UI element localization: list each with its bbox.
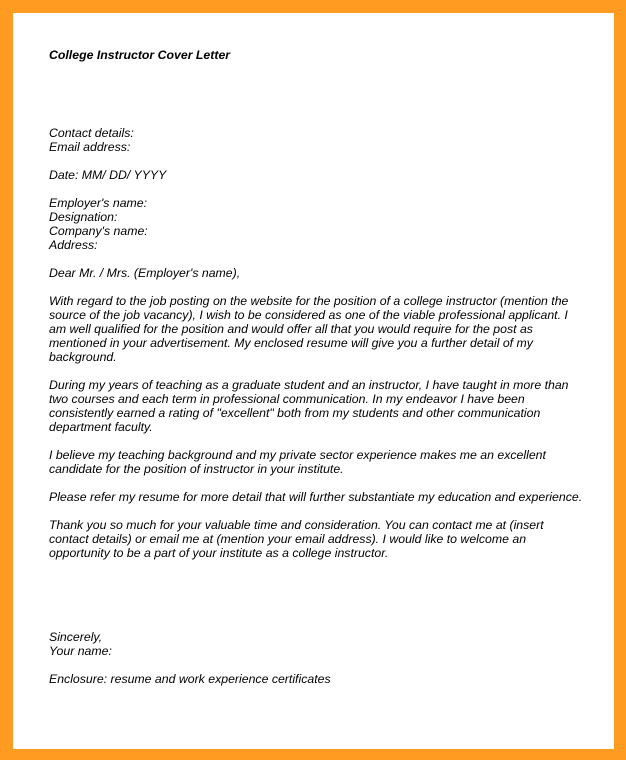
enclosure-line: Enclosure: resume and work experience certificates [49,672,331,686]
paragraph-1 [49,294,589,364]
paragraph-4 [49,490,589,504]
paragraph-line: I believe my teaching background and my private sector experience makes me an excellent [49,448,546,462]
designation-label: Designation: [49,210,118,224]
address-label: Address: [49,238,98,252]
email-address-label: Email address: [49,140,131,154]
paragraph-line: mentioned in your advertisement. My enclosed resume will give you a further detail of my [49,336,533,350]
paragraph-line: With regard to the job posting on the website for the position of a college instructor (mention the [49,294,569,308]
paragraph-line: Thank you so much for your valuable time and consideration. You can contact me at (insert [49,518,544,532]
paragraph-line: opportunity to be a part of your institute as a college instructor. [49,546,389,560]
paragraph-line: background. [49,350,117,364]
paragraph-line: Please refer my resume for more detail that will further substantiate my education and experience. [49,490,583,504]
employer-block [49,196,589,252]
page-title: College Instructor Cover Letter [49,48,231,62]
employer-name-label: Employer's name: [49,196,148,210]
company-name-label: Company's name: [49,224,148,238]
paragraph-3 [49,448,589,476]
paragraph-line: two courses and each term in professional communication. In my endeavor I have been [49,392,525,406]
sincerely-line: Sincerely, [49,630,103,644]
paragraph-line: department faculty. [49,420,153,434]
paragraph-line: candidate for the position of instructor in your institute. [49,462,344,476]
paragraph-line: am well qualified for the position and would offer all that you would require for the post as [49,322,533,336]
contact-details-label: Contact details: [49,126,134,140]
paragraph-line: consistently earned a rating of "excellent" both from my students and other communication [49,406,541,420]
contact-block [49,126,589,154]
date-line: Date: MM/ DD/ YYYY [49,168,167,182]
paragraph-line: contact details) or email me at (mention your email address). I would like to welcome an [49,532,527,546]
closing-block [49,630,589,658]
paragraph-line: source of the job vacancy), I wish to be considered as one of the viable professional applicant. I [49,308,568,322]
paragraph-2 [49,378,589,434]
your-name-label: Your name: [49,644,112,658]
salutation: Dear Mr. / Mrs. (Employer's name), [49,266,241,280]
paragraph-line: During my years of teaching as a graduate student and an instructor, I have taught in more than [49,378,569,392]
paragraph-5 [49,518,589,560]
